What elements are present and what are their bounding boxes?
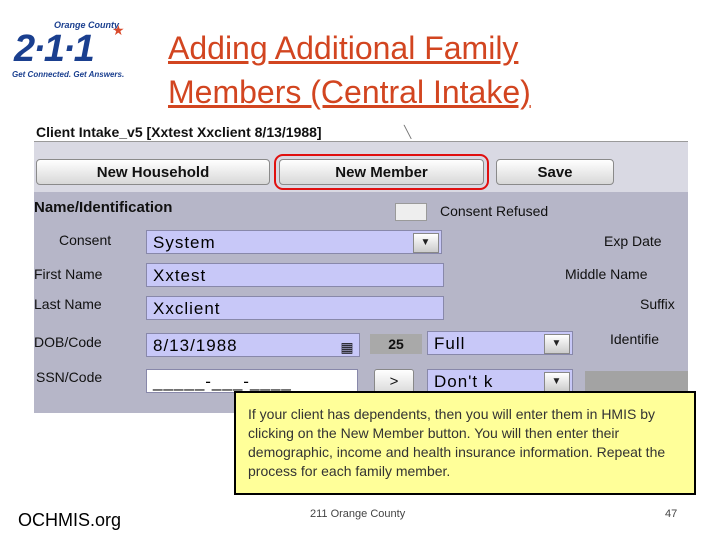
first-name-field[interactable]: Xxtest [146,263,444,287]
chevron-down-icon[interactable]: ▼ [413,233,439,253]
calendar-icon[interactable]: ▦ [340,339,354,355]
last-name-label: Last Name [34,296,102,312]
footer-org: 211 Orange County [310,508,406,520]
exp-date-label: Exp Date [604,233,662,249]
client-intake-window [34,123,688,413]
logo-brand-text: Orange County [54,20,120,30]
dob-code-select[interactable] [427,331,573,355]
consent-label: Consent [59,232,112,248]
new-member-button[interactable]: New Member [279,159,484,185]
slide-title-line-2: Members (Central Intake) [168,74,531,110]
slide-title [168,26,708,114]
star-icon: ★ [112,22,125,38]
logo-number: 2·1·1 [14,28,93,70]
dob-code-value: Full [434,334,466,353]
dob-label: DOB/Code [34,334,102,350]
age-value: 25 [370,334,422,354]
save-button[interactable]: Save [496,159,614,185]
section-title: Name/Identification [34,199,173,216]
ssn-code-value: Don't k [434,372,494,391]
toolbar [34,142,688,192]
footer-site: OCHMIS.org [18,510,122,530]
middle-name-label: Middle Name [565,266,648,282]
chevron-down-icon[interactable]: ▼ [544,372,570,392]
chevron-down-icon[interactable]: ▼ [544,334,570,354]
ssn-label: SSN/Code [36,369,103,385]
ssn-next-button[interactable]: > [374,369,414,395]
tab-corner-icon: ╲ [404,125,412,139]
identifier-label: Identifie [610,331,660,347]
logo-tagline: Get Connected. Get Answers. [12,70,125,79]
consent-value: System [153,233,216,252]
consent-select[interactable] [146,230,442,254]
logo-211 [8,20,130,84]
dob-field[interactable]: 8/13/1988 [146,333,360,357]
ssn-field[interactable]: _____-___-____ [146,369,358,393]
last-name-field[interactable]: Xxclient [146,296,444,320]
slide-title-line-1: Adding Additional Family [168,30,519,66]
page-number: 47 [665,508,678,520]
suffix-label: Suffix [640,296,675,312]
consent-refused-checkbox[interactable] [395,203,427,221]
ssn-code-select[interactable] [427,369,573,393]
consent-refused-label: Consent Refused [440,203,549,219]
window-title: Client Intake_v5 [Xxtest Xxclient 8/13/1988] [34,123,688,142]
instruction-callout: If your client has dependents, then you will enter them in HMIS by clicking on the New Member button. You will then enter their demographic, income and health insurance information. Repeat the process for each family member. [234,391,696,495]
first-name-label: First Name [34,266,103,282]
new-household-button[interactable]: New Household [36,159,270,185]
